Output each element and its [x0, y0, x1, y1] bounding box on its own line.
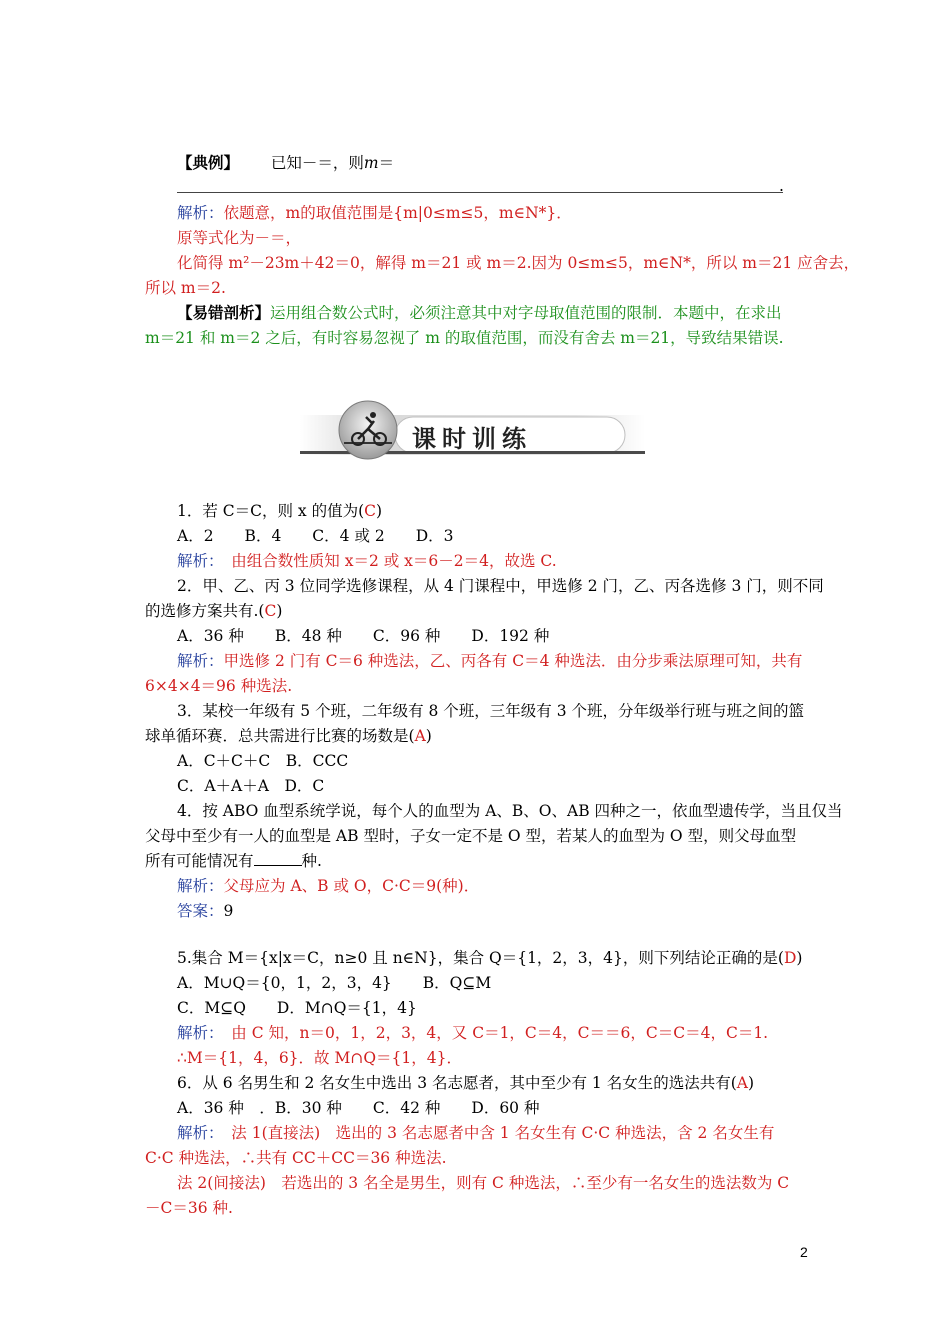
problem-5-options-1: A．M∪Q＝{0，1，2，3，4} B．Q⊆M — [177, 974, 492, 992]
error-analysis-line-1 — [177, 302, 782, 324]
problem-4-answer — [177, 900, 233, 922]
problem-2-answer: C — [264, 602, 277, 620]
problem-2-close: ) — [276, 602, 283, 620]
example-solution-1 — [177, 202, 572, 224]
problem-3-close: ) — [425, 727, 432, 745]
problem-4-solution — [177, 875, 479, 897]
example-question-line — [177, 152, 394, 174]
answer-blank-line — [177, 192, 783, 193]
problem-1-close: ) — [376, 502, 383, 520]
problem-1-solution-label: 解析： — [177, 552, 216, 570]
problem-3-options-2: C．A＋A＋A D．C — [177, 777, 325, 795]
page-number: 2 — [800, 1244, 808, 1260]
problem-6-solution-4: －C＝36 种. — [145, 1199, 233, 1217]
problem-5-question — [177, 947, 802, 969]
problem-1-solution — [177, 550, 557, 572]
problem-2-solution-label: 解析： — [177, 652, 224, 670]
problem-4-blank — [254, 851, 302, 866]
solution-label: 解析： — [177, 204, 224, 222]
problem-2-options: A．36 种 B．48 种 C．96 种 D．192 种 — [177, 627, 550, 645]
problem-4-solution-text: 父母应为 A、B 或 O，C·C＝9(种)． — [223, 877, 480, 895]
example-question-eq: ＝ — [378, 154, 395, 172]
problem-3-answer: A — [414, 727, 426, 745]
problem-2-question-1: 2．甲、乙、丙 3 位同学选修课程，从 4 门课程中，甲选修 2 门，乙、丙各选修 3 门，则不同 — [177, 577, 824, 595]
problem-5-solution-2: ∴M＝{1，4，6}．故 M∩Q＝{1，4}． — [177, 1049, 462, 1067]
problem-3-text: 球单循环赛．总共需进行比赛的场数是( — [145, 727, 415, 745]
problem-6-text: 6．从 6 名男生和 2 名女生中选出 3 名志愿者，其中至少有 1 名女生的选法共有( — [177, 1074, 737, 1092]
problem-6-answer: A — [736, 1074, 748, 1092]
problem-2-solution-1 — [177, 650, 802, 672]
problem-1-options: A．2 B．4 C．4 或 2 D．3 — [177, 527, 454, 545]
problem-6-solution-text: 法 1(直接法) 选出的 3 名志愿者中含 1 名女生有 C·C 种选法，含 2 名女生有 — [231, 1124, 775, 1142]
section-banner — [300, 395, 645, 461]
problem-6-options: A．36 种 ．B．30 种 C．42 种 D．60 种 — [177, 1099, 540, 1117]
problem-5-close: ) — [796, 949, 803, 967]
problem-6-solution-1 — [177, 1122, 774, 1144]
banner-title: 课时训练 — [412, 424, 532, 453]
example-solution-3: 化简得 m²－23m＋42＝0，解得 m＝21 或 m＝2.因为 0≤m≤5，m∈N*，所以 m＝21 应舍去， — [177, 254, 860, 272]
example-tag: 【典例】 — [177, 153, 240, 172]
problem-1-answer: C — [364, 502, 377, 520]
problem-1-text: 1．若 C＝C，则 x 的值为( — [177, 502, 365, 520]
problem-4-answer-value: 9 — [223, 902, 234, 920]
error-analysis-tag: 【易错剖析】 — [177, 303, 271, 322]
problem-4-question-3 — [145, 850, 322, 872]
problem-4-question-1: 4．按 ABO 血型系统学说，每个人的血型为 A、B、O、AB 四种之一，依血型遗传学，当且仅当 — [177, 802, 843, 820]
problem-4-unit: 种. — [301, 852, 322, 870]
problem-1-solution-text: 由组合数性质知 x＝2 或 x＝6－2＝4，故选 C. — [231, 552, 557, 570]
problem-3-question-2 — [145, 725, 432, 747]
problem-3-options-1: A．C＋C＋C B．CCC — [177, 752, 349, 770]
problem-2-solution-text: 甲选修 2 门有 C＝6 种选法，乙、丙各有 C＝4 种选法．由分步乘法原理可知，共有 — [223, 652, 803, 670]
problem-5-answer: D — [783, 949, 797, 967]
example-question: 已知－＝，则 — [270, 154, 364, 172]
answer-blank-period: . — [779, 177, 784, 195]
problem-6-close: ) — [747, 1074, 755, 1092]
problem-1-question — [177, 500, 382, 522]
problem-5-options-2: C．M⊆Q D．M∩Q＝{1，4} — [177, 999, 417, 1017]
problem-5-solution-label: 解析： — [177, 1024, 216, 1042]
problem-4-answer-label: 答案： — [177, 902, 224, 920]
problem-4-question-2: 父母中至少有一人的血型是 AB 型时，子女一定不是 O 型，若某人的血型为 O 型，则父母血型 — [145, 827, 797, 845]
problem-2-text: 的选修方案共有.( — [145, 602, 265, 620]
example-solution-4: 所以 m＝2. — [145, 279, 226, 297]
example-solution-2: 原等式化为－＝， — [177, 229, 302, 247]
problem-2-solution-2: 6×4×4＝96 种选法. — [145, 677, 293, 695]
problem-6-solution-label: 解析： — [177, 1124, 216, 1142]
problem-2-question-2 — [145, 600, 282, 622]
problem-5-solution-text: 由 C 知，n＝0，1，2，3，4，又 C＝1，C＝4，C＝＝6，C＝C＝4，C＝1. — [231, 1024, 769, 1042]
problem-6-solution-3: 法 2(间接法) 若选出的 3 名全是男生，则有 C 种选法，∴至少有一名女生的选法数为 C — [177, 1174, 790, 1192]
problem-4-text: 所有可能情况有 — [145, 852, 254, 870]
error-analysis-line-2: m＝21 和 m＝2 之后，有时容易忽视了 m 的取值范围，而没有舍去 m＝21，导致结果错误. — [145, 329, 784, 347]
problem-4-solution-label: 解析： — [177, 877, 224, 895]
problem-6-question — [177, 1072, 754, 1094]
problem-5-solution-1 — [177, 1022, 768, 1044]
problem-6-solution-2: C·C 种选法，∴共有 CC＋CC＝36 种选法. — [145, 1149, 447, 1167]
solution-text: 依题意，m的取值范围是{m|0≤m≤5，m∈N*}． — [223, 204, 572, 222]
problem-3-question-1: 3．某校一年级有 5 个班，二年级有 8 个班，三年级有 3 个班，分年级举行班与班之间的篮 — [177, 702, 805, 720]
problem-5-text: 5.集合 M＝{x|x＝C，n≥0 且 n∈N}，集合 Q＝{1，2，3，4}，则下列结论正确的是( — [177, 949, 784, 967]
example-question-var: m — [363, 154, 379, 172]
error-analysis-text: 运用组合数公式时，必须注意其中对字母取值范围的限制．本题中，在求出 — [270, 304, 782, 322]
